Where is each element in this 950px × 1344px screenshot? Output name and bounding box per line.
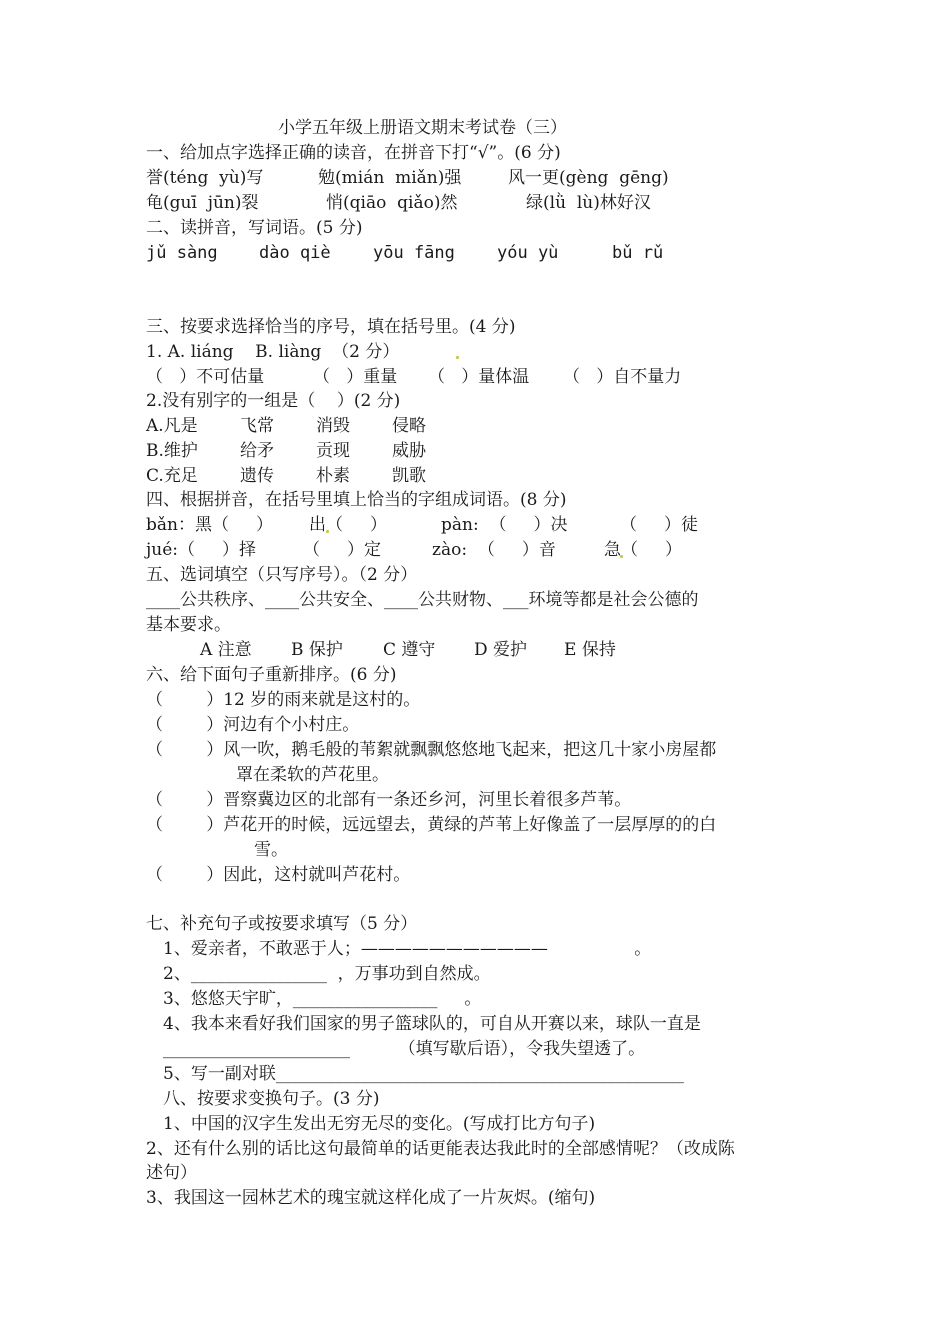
q8-line: 1、中国的汉字生发出无穷无尽的变化。(写成打比方句子) [163,1114,596,1134]
q2-pinyin: bǔ rǔ [612,243,664,263]
q4-blank: pàn: （ ）决 [441,515,568,535]
q7-line: ______________________ （填写歇后语），令我失望透了。 [163,1039,646,1059]
q6-item: （ ）因此，这村就叫芦花村。 [146,865,411,885]
q3-option: 凯歌 [392,466,426,486]
page-title: 小学五年级上册语文期末考试卷（三） [278,118,567,138]
q3-option: A.凡是 [146,416,198,436]
q3-blank: （ ）自不量力 [563,367,682,387]
q3-option: 贡现 [316,441,350,461]
q1-item: 绿(lǜ lù)林好汉 [526,193,651,213]
q3-option: 侵略 [392,416,426,436]
q4-blank: 出（ ） [309,515,388,535]
q4-blank: （ ）徒 [620,515,699,535]
q3-option: B.维护 [146,441,198,461]
q2-pinyin: yóu yù [497,243,559,263]
q1-item: 誉(téng yù)写 [146,168,264,188]
q8-line: 述句） [146,1163,197,1183]
q4-blank: jué:（ ）择 [146,540,257,560]
q3-option: 消毁 [316,416,350,436]
q7-line: 2、________________ ，万事功到自然成。 [163,964,491,984]
q2-pinyin: dào qiè [259,243,331,263]
q6-item: （ ）河边有个小村庄。 [146,715,360,735]
q4-blank: bǎn：黑（ ） [146,515,273,535]
q5-line: 基本要求。 [146,615,231,635]
q2-pinyin: yōu fāng [373,243,455,263]
q3-sub1: 1. A. liáng B. liàng （2 分） [146,342,400,362]
q3-option: 威胁 [392,441,426,461]
q3-blank: （ ）不可估量 [146,367,265,387]
q7-line: 5、写一副对联________________________________________________ [163,1064,684,1084]
q1-item: 勉(mián miǎn)强 [318,168,462,188]
q4-heading: 四、根据拼音，在括号里填上恰当的字组成词语。(8 分) [146,490,567,510]
mark-dot [456,356,459,359]
q2-heading: 二、读拼音，写词语。(5 分) [146,218,363,238]
q5-line: ____公共秩序、____公共安全、____公共财物、___环境等都是社会公德的 [146,590,699,610]
q3-sub2: 2.没有别字的一组是（ ）(2 分) [146,391,401,411]
q6-item-cont: 罩在柔软的芦花里。 [236,765,389,785]
q8-line: 2、还有什么别的话比这句最简单的话更能表达我此时的全部感情呢？（改成陈 [146,1139,735,1159]
q3-option: 飞常 [240,416,274,436]
q7-line: 3、悠悠天宇旷，_________________ 。 [163,989,482,1009]
q3-option: 朴素 [316,466,350,486]
q7-line: 1、爱亲者，不敢恶于人；——————————— 。 [163,939,652,959]
q3-blank: （ ）重量 [313,367,398,387]
q5-choice: A 注意 [200,640,252,660]
q5-choice: D 爱护 [474,640,528,660]
q3-heading: 三、按要求选择恰当的序号，填在括号里。(4 分) [146,317,516,337]
q6-item: （ ）芦花开的时候，远远望去，黄绿的芦苇上好像盖了一层厚厚的的白 [146,815,717,835]
q5-heading: 五、选词填空（只写序号）。（2 分） [146,565,418,585]
q3-option: 给矛 [240,441,274,461]
q6-item-cont: 雪。 [254,840,288,860]
q1-item: 龟(guī jūn)裂 [146,193,259,213]
q6-item: （ ）12 岁的雨来就是这村的。 [146,690,421,710]
q2-pinyin: jǔ sàng [146,243,218,263]
q1-heading: 一、给加点字选择正确的读音，在拼音下打“√”。(6 分) [146,143,561,163]
q5-choice: E 保持 [564,640,616,660]
q1-item: 悄(qiāo qiǎo)然 [326,193,458,213]
q4-blank: （ ）定 [303,540,382,560]
q1-item: 风一更(gèng gēng) [508,168,669,188]
q8-heading: 八、按要求变换句子。(3 分) [163,1089,380,1109]
q6-item: （ ）风一吹，鹅毛般的苇絮就飘飘悠悠地飞起来，把这几十家小房屋都 [146,740,717,760]
q8-line: 3、我国这一园林艺术的瑰宝就这样化成了一片灰烬。(缩句) [146,1188,596,1208]
q7-heading: 七、补充句子或按要求填写（5 分） [146,914,418,934]
q3-blank: （ ）量体温 [428,367,530,387]
q3-option: C.充足 [146,466,198,486]
q4-blank: 急（ ） [604,540,683,560]
q5-choice: C 遵守 [383,640,436,660]
q4-blank: zào: （ ）音 [432,540,556,560]
q6-heading: 六、给下面句子重新排序。(6 分) [146,665,397,685]
q7-line: 4、我本来看好我们国家的男子篮球队的，可自从开赛以来，球队一直是 [163,1014,701,1034]
q6-item: （ ）晋察冀边区的北部有一条还乡河，河里长着很多芦苇。 [146,790,632,810]
q5-choice: B 保护 [291,640,343,660]
q3-option: 遗传 [240,466,274,486]
